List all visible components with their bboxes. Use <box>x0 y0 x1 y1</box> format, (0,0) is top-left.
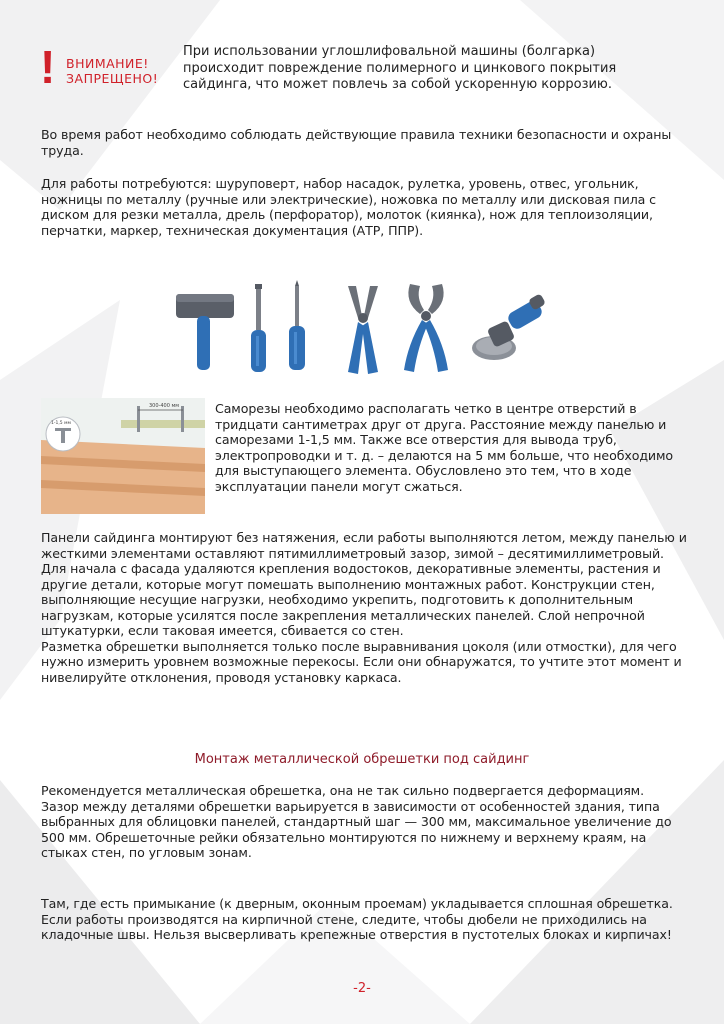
metal-lathing-section <box>41 783 687 861</box>
panels-section <box>41 530 687 685</box>
paragraph-panels-3: Разметка обрешетки выполняется только после выравнивания цоколя (или отмостки), для чего нужно измерить уровнем возможные перекосы. Если они обнаружатся, то учтите этот момент и нивелируйте отклонения, проводя установку каркаса. <box>41 638 682 685</box>
paragraph-panels-2: Для начала с фасада удаляются крепления водостоков, декоративные элементы, растения и другие детали, которые могут помешать выполнению монтажных работ. Конструкции стен, выполняющие несущие нагрузки, необходимо укрепить, подготовить к дополнительным нагрузкам, которые усилятся после закрепления металлических панелей. Слой непрочной штукатурки, если таковая имеется, сбивается со стен. <box>41 561 661 638</box>
section-title: Монтаж металлической обрешетки под сайдинг <box>194 752 530 767</box>
flat-screwdriver-icon <box>251 284 266 372</box>
paragraph-metal-2: Зазор между деталями обрешетки варьируется в зависимости от особенностей здания, типа выбранных для облицовки панелей, стандартный шаг — 300 мм, максимальное увеличение до 500 мм. Обрешеточные рейки обязательно монтируются по нижнему и верхнему краям, на стыках стен, по угловым зонам. <box>41 798 672 860</box>
metal-snips-icon <box>348 286 378 374</box>
paragraph-adjacent-1: Там, где есть примыкание (к дверным, оконным проемам) укладывается сплошная обрешетка. <box>41 896 673 911</box>
angle-grinder-icon <box>472 293 546 360</box>
page-number: -2- <box>353 981 371 996</box>
figure-gap-label: 1-1,5 мм <box>51 421 71 426</box>
warning-title-line-1: ВНИМАНИЕ! <box>66 56 149 71</box>
phillips-screwdriver-icon <box>289 280 305 370</box>
paragraph-safety: Во время работ необходимо соблюдать действующие правила техники безопасности и охраны труда. <box>41 127 672 158</box>
paragraph-tools: Для работы потребуются: шуруповерт, набор насадок, рулетка, уровень, отвес, угольник, ножницы по металлу (ручные или электрические), ножовка по металлу или дисковая пила с диском для резки металла, дрель (перфоратор), молоток (киянка), нож для теплоизоляции, перчатки, маркер, техническая документация (АТР, ППР). <box>41 176 656 238</box>
sledgehammer-icon <box>176 294 234 370</box>
paragraph-adjacent-2: Если работы производятся на кирпичной стене, следите, чтобы дюбели не приходились на кладочные швы. Нельзя высверливать крепежные отверстия в пустотелых блоках и кирпичах! <box>41 911 672 942</box>
exclamation-icon: ! <box>40 41 56 93</box>
paragraph-metal-1: Рекомендуется металлическая обрешетка, она не так сильно подвергается деформациям. <box>41 783 644 798</box>
adjacent-section <box>41 896 687 943</box>
siding-installation-figure <box>41 398 205 514</box>
warning-title <box>66 56 186 86</box>
paragraph-panels-1: Панели сайдинга монтируют без натяжения, если работы выполняются летом, между панелью и жесткими элементами оставляют пятимиллиметровый зазор, зимой – десятимиллиметровый. <box>41 530 687 561</box>
figure-dimension-label: 300-400 мм <box>149 403 180 409</box>
warning-title-line-2: ЗАПРЕЩЕНО! <box>66 71 159 86</box>
wire-cutters-icon <box>404 284 448 372</box>
warning-text: При использовании углошлифовальной машины (болгарка) происходит повреждение полимерного и цинкового покрытия сайдинга, что может повлечь за собой ускоренную коррозию. <box>183 44 617 92</box>
paragraph-screws: Саморезы необходимо располагать четко в центре отверстий в тридцати сантиметрах друг от друга. Расстояние между панелью и саморезами 1-1,5 мм. Также все отверстия для вывода труб, электропроводки и т. д. – делаются на 5 мм больше, что необходимо для выступающего элемента. Обусловлено это тем, что в ходе эксплуатации панели могут сжаться. <box>215 401 674 494</box>
warning-block <box>40 41 690 94</box>
tools-illustration <box>172 280 552 380</box>
